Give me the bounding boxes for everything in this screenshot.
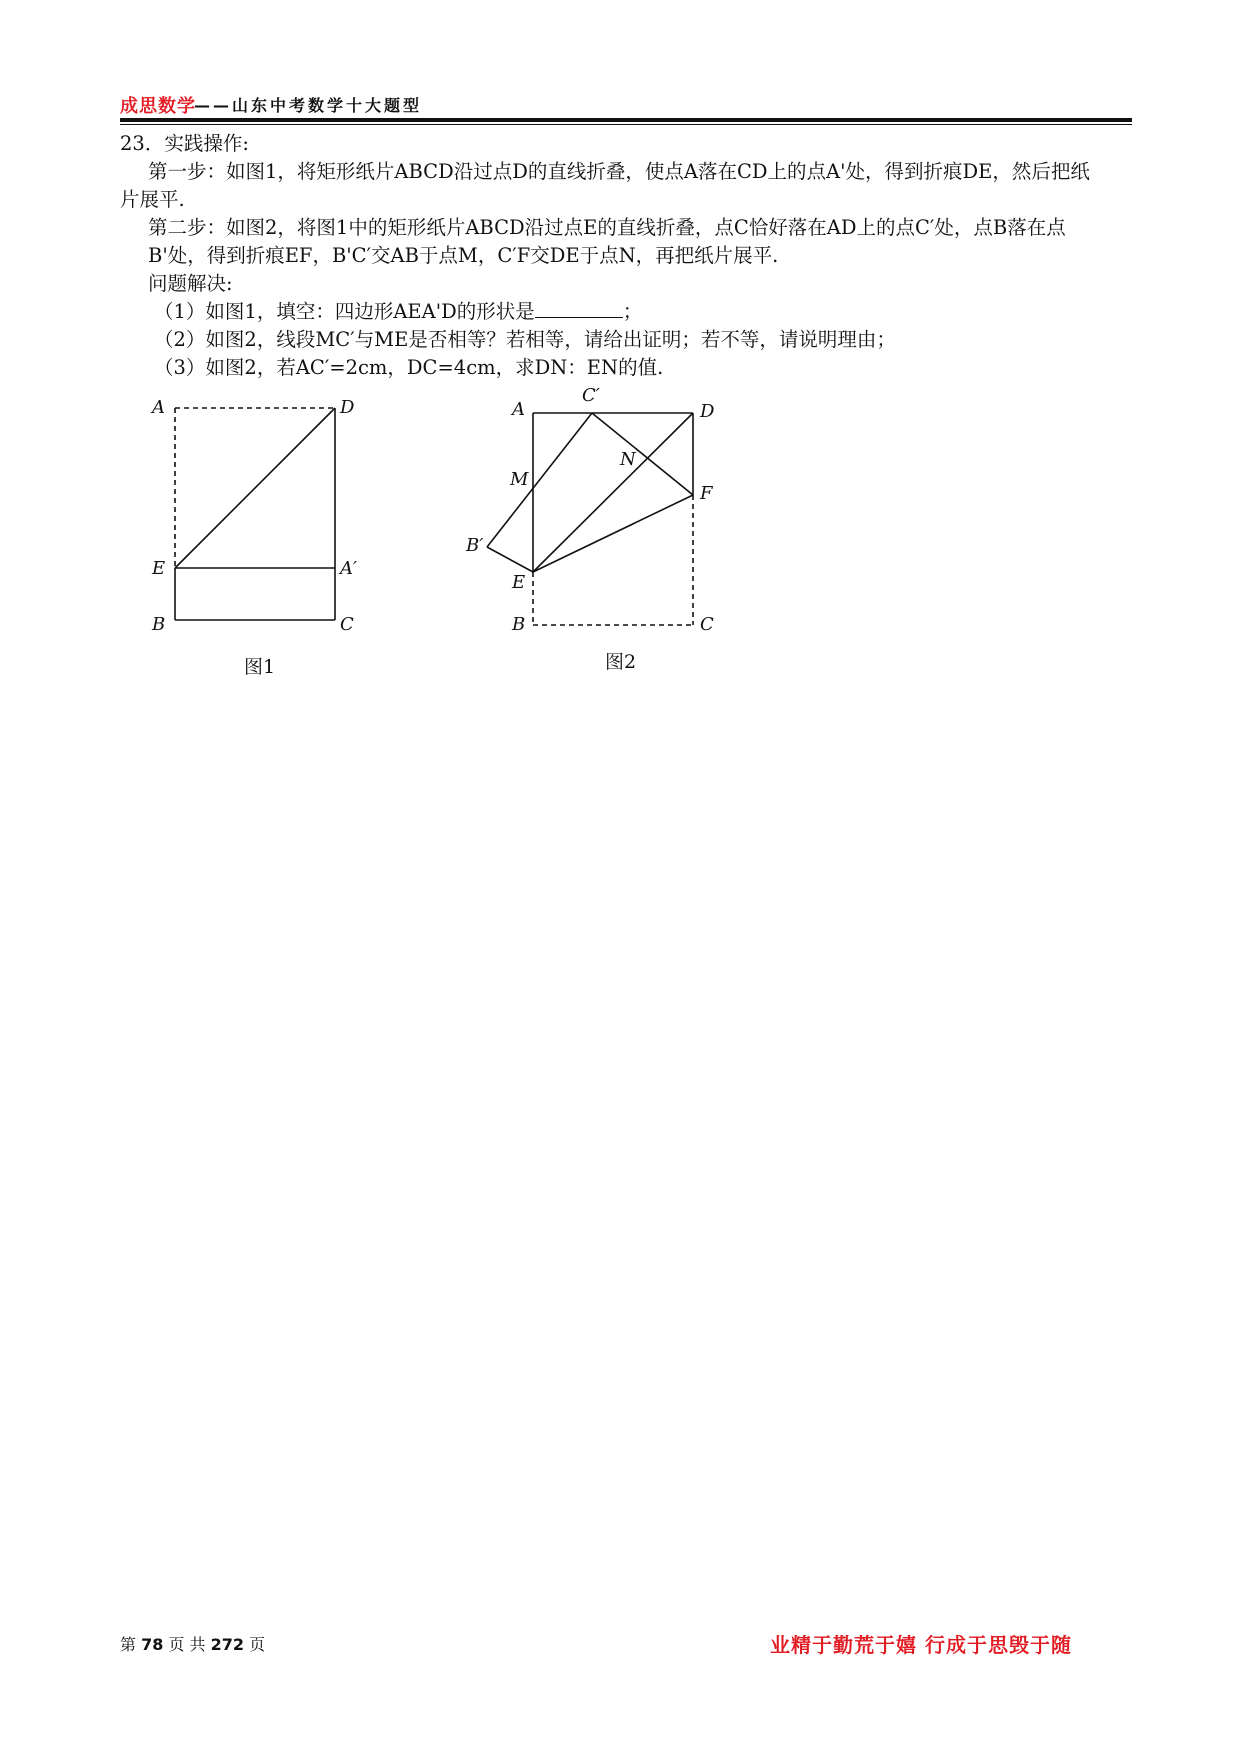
- label-e: E: [152, 558, 166, 579]
- label-a: A: [512, 399, 525, 420]
- figure-2: [460, 385, 730, 690]
- answer-blank: [535, 299, 623, 318]
- figure-1-caption: 图1: [244, 656, 276, 678]
- question-1: [120, 298, 1135, 326]
- step1-line1: 第一步：如图1，将矩形纸片ABCD沿过点D的直线折叠，使点A落在CD上的点A'处，得到折痕DE，然后把纸: [148, 160, 1090, 183]
- crease-de: [175, 408, 335, 568]
- page-current: 78: [141, 1635, 164, 1654]
- label-m: M: [510, 469, 529, 490]
- step2-line2: B'处，得到折痕EF，B'C′交AB于点M，C′F交DE于点N，再把纸片展平.: [148, 244, 779, 267]
- label-d: D: [700, 401, 715, 422]
- label-b: B: [512, 614, 526, 635]
- label-f: F: [700, 483, 713, 504]
- question-1-end: ；: [622, 300, 643, 323]
- problem-body: [120, 130, 1135, 382]
- label-c: C: [340, 614, 354, 635]
- footer-motto: 业精于勤荒于嬉 行成于思毁于随: [770, 1633, 1072, 1657]
- segment-c-prime-f: [592, 413, 693, 495]
- label-c: C: [700, 614, 714, 635]
- label-c-prime: C′: [582, 385, 600, 406]
- page-mid: 页 共: [168, 1635, 206, 1654]
- step2-line1: 第二步：如图2，将图1中的矩形纸片ABCD沿过点E的直线折叠，点C恰好落在AD上的点C′处，点B落在点: [148, 216, 1066, 239]
- segment-b-prime-e: [487, 547, 533, 572]
- page-total: 272: [210, 1635, 245, 1654]
- crease-de: [533, 413, 693, 572]
- step1-line2: 片展平.: [120, 188, 185, 211]
- label-a-prime: A′: [340, 558, 358, 579]
- page-prefix: 第: [120, 1635, 137, 1654]
- header-rule-thick: [120, 118, 1132, 122]
- figure-2-caption: 图2: [605, 651, 637, 673]
- problem-title: 23．实践操作:: [120, 132, 249, 155]
- header-subtitle: ——山东中考数学十大题型: [194, 96, 423, 115]
- page-number: [120, 1632, 265, 1655]
- header-rule-thin: [120, 124, 1132, 125]
- question-3: （3）如图2，若AC′=2cm，DC=4cm，求DN：EN的值.: [154, 356, 664, 379]
- page-header: [120, 92, 1132, 117]
- brand-title: 成思数学: [120, 96, 196, 117]
- label-b: B: [152, 614, 166, 635]
- question-1-text: （1）如图1，填空：四边形AEA'D的形状是: [154, 300, 535, 323]
- segment-b-prime-c-prime: [487, 413, 592, 547]
- page-suffix: 页: [249, 1635, 266, 1654]
- label-e: E: [512, 572, 526, 593]
- label-a: A: [152, 397, 165, 418]
- label-n: N: [620, 449, 636, 470]
- label-d: D: [340, 397, 355, 418]
- solve-label: 问题解决:: [148, 272, 233, 295]
- figure-1: [140, 390, 380, 690]
- question-2: （2）如图2，线段MC′与ME是否相等？若相等，请给出证明；若不等，请说明理由；: [154, 328, 896, 351]
- label-b-prime: B′: [466, 535, 484, 556]
- crease-ef: [533, 495, 693, 572]
